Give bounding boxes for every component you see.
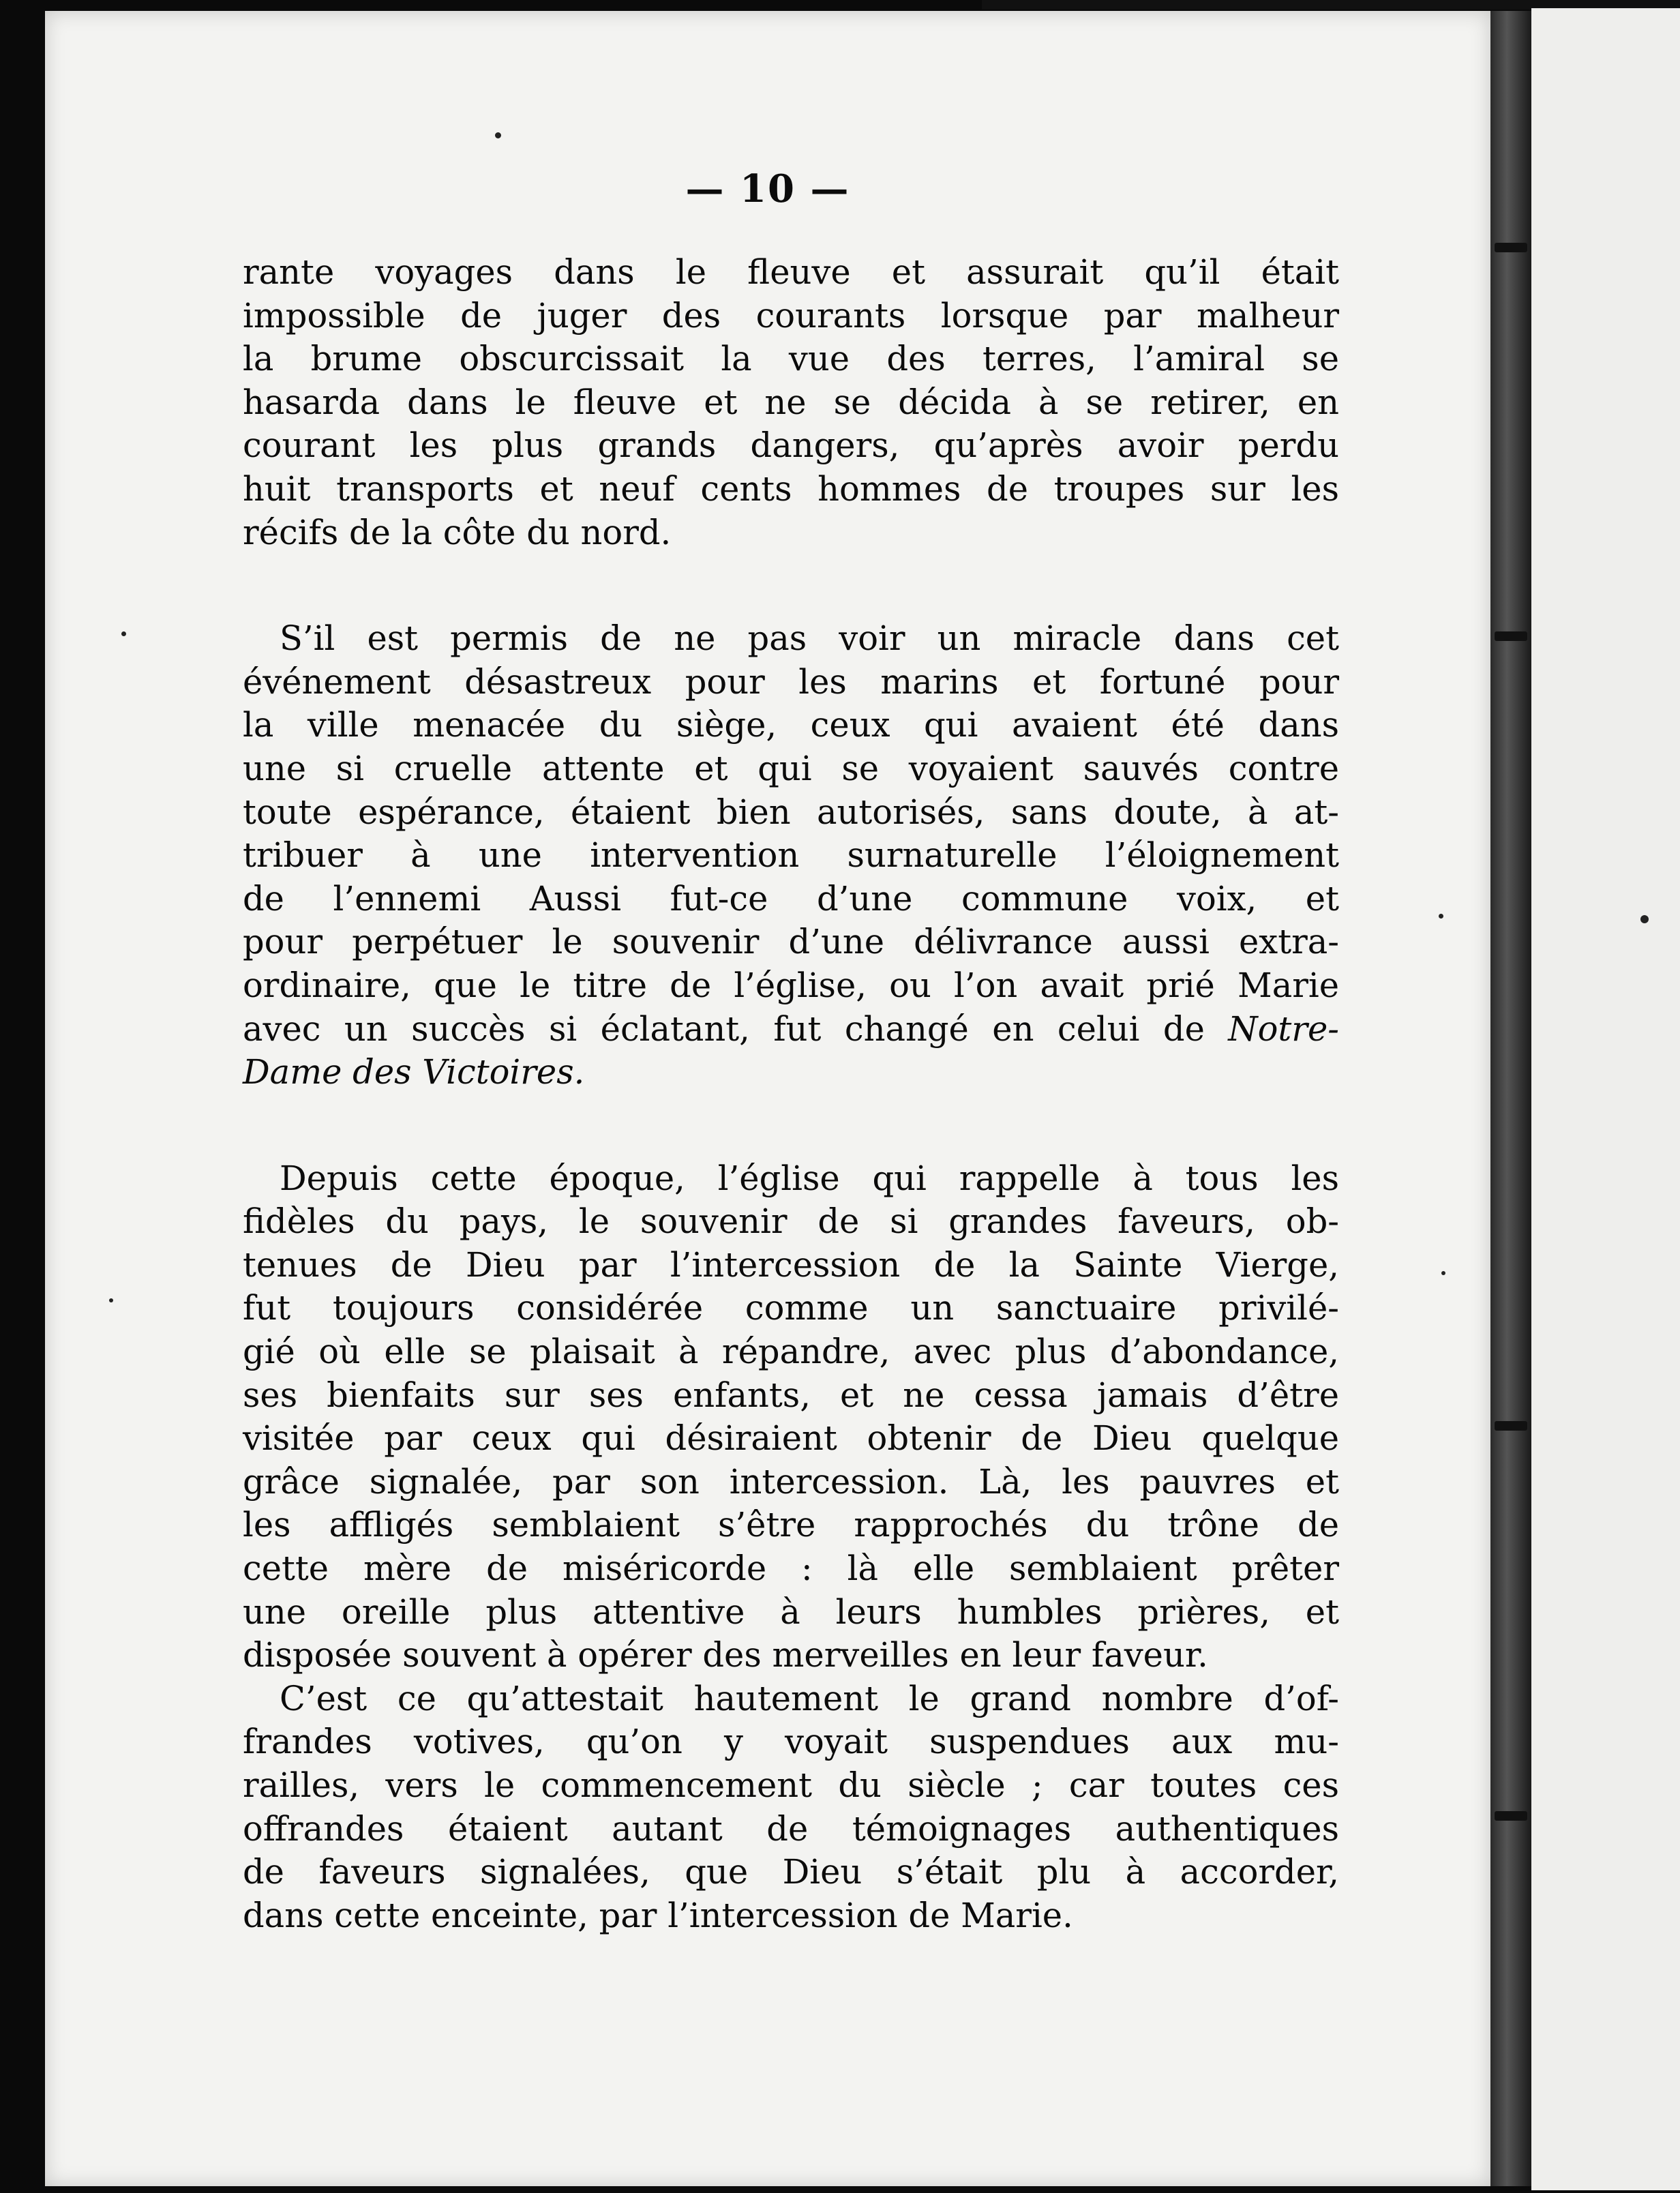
ink-speck [109,1298,113,1302]
text-line: gié où elle se plaisait à répandre, avec plus d’abondance, [243,1332,1339,1372]
text-line: toute espérance, étaient bien autorisés, sans doute, à at- [243,792,1339,832]
text-line: une si cruelle attente et qui se voyaient sauvés contre [243,748,1339,788]
text-line: Depuis cette époque, l’église qui rappelle à tous les [280,1158,1339,1198]
ink-speck [1640,915,1649,923]
text-line: S’il est permis de ne pas voir un miracle dans cet [280,618,1339,659]
body-text [243,251,1339,1937]
binding-stitch [1495,1421,1527,1431]
text-line: de faveurs signalées, que Dieu s’était plu à accorder, [243,1852,1339,1892]
text-line: la ville menacée du siège, ceux qui avaient été dans [243,705,1339,745]
text-line: frandes votives, qu’on y voyait suspendues aux mu- [243,1722,1339,1762]
text-line: cette mère de miséricorde : là elle semblaient prêter [243,1549,1339,1589]
ink-speck [495,132,501,138]
italic-run: Notre- [1228,1009,1339,1049]
text-line: rante voyages dans le fleuve et assurait qu’il était [243,252,1339,292]
text-line: disposée souvent à opérer des merveilles en leur faveur. [243,1635,1208,1675]
binding-stitch [1495,1811,1527,1821]
facing-page-edge [1531,8,1680,2190]
text-line: impossible de juger des courants lorsque par malheur [243,295,1339,335]
page-number: — 10 — [685,166,850,211]
text-line: récifs de la côte du nord. [243,512,672,552]
text-line: tenues de Dieu par l’intercession de la Sainte Vierge, [243,1244,1339,1285]
text-line: fidèles du pays, le souvenir de si grandes faveurs, ob- [243,1202,1339,1242]
text-line: la brume obscurcissait la vue des terres, l’amiral se [243,339,1339,379]
text-line: C’est ce qu’attestait hautement le grand nombre d’of- [280,1678,1339,1718]
text-line: dans cette enceinte, par l’intercession de Marie. [243,1895,1073,1935]
text-line: pour perpétuer le souvenir d’une délivrance aussi extra- [243,922,1339,962]
binding-stitch [1495,631,1527,641]
text-line: ordinaire, que le titre de l’église, ou l’on avait prié Marie [243,965,1339,1005]
text-line: Dame des Victoires. [243,1052,585,1092]
text-line: grâce signalée, par son intercession. Là, les pauvres et [243,1461,1339,1502]
book-page [45,11,1490,2186]
text-line: railles, vers le commencement du siècle ; car toutes ces [243,1765,1339,1805]
ink-speck [1441,1271,1445,1275]
text-run: avec un succès si éclatant, fut changé en celui de [243,1009,1229,1049]
text-line: événement désastreux pour les marins et fortuné pour [243,661,1339,702]
text-line: hasarda dans le fleuve et ne se décida à se retirer, en [243,382,1339,422]
text-line: huit transports et neuf cents hommes de troupes sur les [243,468,1339,509]
text-line: de l’ennemi Aussi fut-ce d’une commune voix, et [243,878,1339,919]
text-line [243,1008,1339,1051]
text-line: offrandes étaient autant de témoignages authentiques [243,1808,1339,1849]
book-binding [1490,11,1531,2186]
binding-stitch [1495,243,1527,252]
ink-speck [1439,914,1443,919]
text-line: courant les plus grands dangers, qu’après avoir perdu [243,426,1339,466]
ink-speck [121,631,126,636]
text-line: tribuer à une intervention surnaturelle l’éloignement [243,835,1339,876]
text-line: ses bienfaits sur ses enfants, et ne cessa jamais d’être [243,1375,1339,1415]
text-line: les affligés semblaient s’être rapprochés du trône de [243,1505,1339,1545]
text-line: visitée par ceux qui désiraient obtenir de Dieu quelque [243,1418,1339,1459]
text-line: une oreille plus attentive à leurs humbles prières, et [243,1592,1339,1632]
text-line: fut toujours considérée comme un sanctuaire privilé- [243,1288,1339,1328]
